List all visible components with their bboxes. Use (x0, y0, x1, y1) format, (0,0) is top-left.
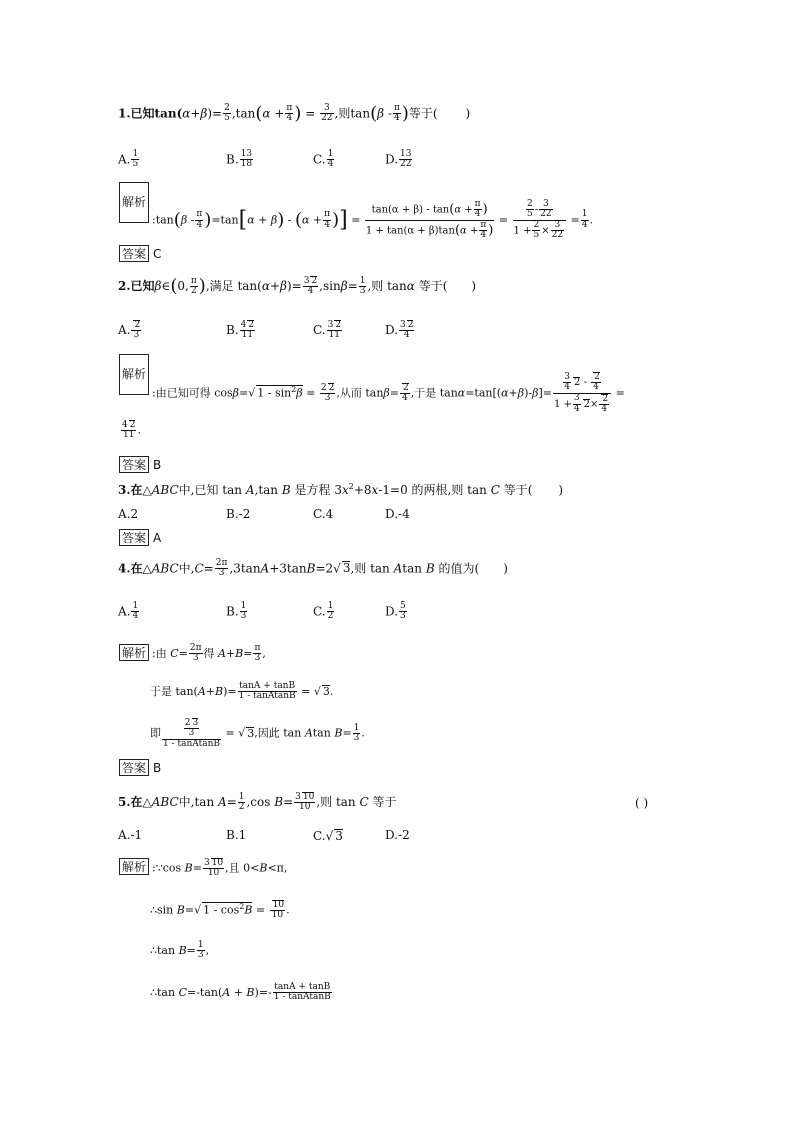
q4-solution-line2: 于是 tan(A+B)= $\frac{\tan A + \tan B}{\text{1 - tanAtanB}}$ = √ 3. (150, 681, 334, 702)
q1-option-d[interactable]: D. $\frac{13}{22}$ (385, 149, 412, 170)
q5-option-a[interactable]: A.-1 (118, 828, 143, 842)
q2-solution: :由已知可得 cosβ=√ $1 - \sin^2\beta$ = $\frac{2 2}{3}$ ,从而 tanβ= $\frac{2}{4}$ ,于是 tanα=tan[(α+β)-β]= $\frac{3}{4}$ 2 - $\frac{2}{4}$ 1 + $\frac{3}{4}$ 2× $\frac{2}{4}$ = (152, 371, 625, 415)
q4-option-a[interactable]: A. $\frac{1}{4}$ (118, 601, 139, 622)
q1-solution-label: 解析 (119, 182, 149, 223)
q3-number: 3. (118, 483, 131, 497)
q4-solution-line3: 即 $\frac{\frac{2 3}{3}}{\text{1 - tanAtanB}}$ = √ 3,因此 tan Atan B= $\frac{1}{3}$ . (150, 718, 365, 749)
q3-answer: A (153, 531, 162, 545)
q2-option-a[interactable]: A. $\frac{2}{3}$ (118, 320, 141, 341)
q1-number: 1. (118, 106, 131, 121)
q2-solution-label: 解析 (119, 354, 149, 395)
q3-answer-label: 答案 (119, 529, 149, 546)
q3-option-a[interactable]: A.2 (118, 507, 139, 521)
q1-stem: 1.已知tan(α+β)= $\frac{2}{5}$ ,tan(α + $\frac{\pi}{4}$ ) = $\frac{3}{22}$ ,则tan(β - $\frac{\pi}{4}$ )等于( ) (118, 102, 471, 124)
q5-solution-line2: ∴sin B=√ $1 - \cos^2B$ = $\frac{10}{10}$ . (150, 900, 290, 921)
q5-solution-line1: :∵cos B= $\frac{3 10}{10}$ ,且 0<B<π, (152, 858, 288, 879)
q1-option-b[interactable]: B. $\frac{13}{18}$ (226, 149, 253, 170)
q1-option-a[interactable]: A. $\frac{1}{5}$ (118, 149, 139, 170)
q5-answer-paren: ( ) (635, 796, 649, 810)
q5-number: 5. (118, 794, 131, 809)
q4-option-d[interactable]: D. $\frac{5}{3}$ (385, 601, 406, 622)
q2-option-b[interactable]: B. $\frac{4 2}{11}$ (226, 320, 255, 341)
q5-solution-line3: ∴tan B= $\frac{1}{3}$ , (150, 940, 210, 961)
q1-solution: :tan(β - $\frac{\pi}{4}$ )=tan[α + β) - (α + $\frac{\pi}{4}$ )] = tan(α + β) - tan(α + $\frac{\pi}{4}$ ) 1 + tan(α + β)tan(α + $\frac{\pi}{4}$ ) = $\frac{2}{5}$ - $\frac{3}{22}$ 1 + $\frac{2}{5}$ × $\frac{3}{22}$ = $\frac{1}{4}$ . (152, 199, 593, 241)
q3-stem: 3.在△ABC中,已知 tan A,tan B 是方程 $3x^2+8x-1=0$ 的两根,则 tan C 等于( ) (118, 482, 564, 497)
q5-solution-label: 解析 (119, 858, 149, 875)
q1-option-c[interactable]: C. $\frac{1}{4}$ (313, 149, 334, 170)
q4-stem: 4.在△ABC中,C= $\frac{2\pi}{3}$ ,3tanA+3tanB=2√ 3,则 tan Atan B 的值为( ) (118, 558, 508, 579)
q4-solution-line1: :由 C= $\frac{2\pi}{3}$ 得 A+B= $\frac{\pi}{3}$ , (152, 643, 266, 664)
q3-option-c[interactable]: C.4 (313, 507, 334, 521)
q5-option-c[interactable]: C.√ 3 (313, 829, 343, 843)
q5-option-d[interactable]: D.-2 (385, 828, 410, 842)
q5-stem: 5.在△ABC中,tan A= $\frac{1}{2}$ ,cos B= $\frac{3 10}{10}$ ,则 tan C 等于 (118, 791, 397, 813)
q5-solution-line4: ∴tan C=-tan(A + B)=- $\frac{\tan A + \tan B}{\text{1 - tanAtanB}}$ (150, 982, 331, 1003)
q2-answer: B (153, 458, 162, 472)
q3-option-b[interactable]: B.-2 (226, 507, 251, 521)
q2-solution-result: $\frac{4 2}{11}$ . (122, 420, 141, 441)
q4-answer: B (153, 761, 162, 775)
q2-option-c[interactable]: C. $\frac{3 2}{11}$ (313, 320, 342, 341)
q5-option-b[interactable]: B.1 (226, 828, 247, 842)
q4-number: 4. (118, 561, 131, 576)
q2-stem: 2.已知β∈(0, $\frac{\pi}{2}$ ),满足 tan(α+β)= $\frac{3 2}{4}$ ,sinβ= $\frac{1}{3}$ ,则 tanα 等于( ) (118, 275, 477, 297)
q4-option-b[interactable]: B. $\frac{1}{3}$ (226, 601, 247, 622)
q2-answer-label: 答案 (119, 456, 149, 473)
q4-solution-label: 解析 (119, 644, 149, 661)
q4-answer-label: 答案 (119, 759, 149, 776)
q2-number: 2. (118, 278, 131, 293)
q1-answer: C (153, 247, 162, 261)
q1-answer-label: 答案 (119, 245, 149, 262)
q4-option-c[interactable]: C. $\frac{1}{2}$ (313, 601, 334, 622)
q2-option-d[interactable]: D. $\frac{3 2}{4}$ (385, 320, 414, 341)
q3-option-d[interactable]: D.-4 (385, 507, 410, 521)
